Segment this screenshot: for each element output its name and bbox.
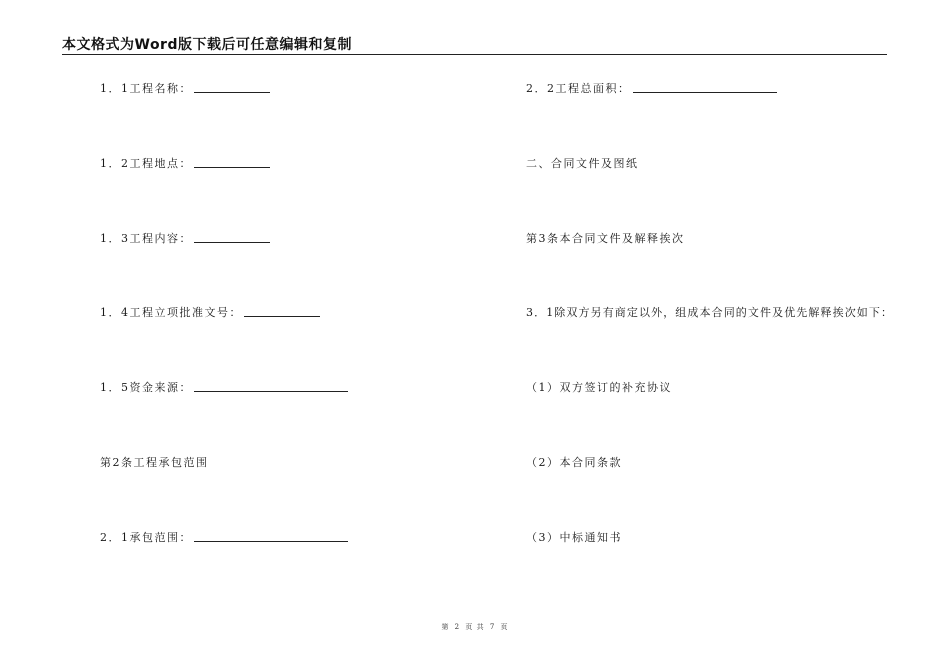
left-line-3 bbox=[100, 230, 270, 246]
list-item: （2）本合同条款 bbox=[526, 456, 622, 469]
right-line-6 bbox=[526, 454, 622, 470]
field-label: 2．2工程总面积： bbox=[526, 82, 631, 95]
fill-in-blank bbox=[244, 315, 320, 317]
field-label: 1．5资金来源： bbox=[100, 381, 192, 394]
right-line-7 bbox=[526, 529, 622, 545]
left-line-7 bbox=[100, 529, 348, 545]
section-heading: 二、合同文件及图纸 bbox=[526, 157, 639, 170]
right-line-5 bbox=[526, 379, 672, 395]
right-line-3 bbox=[526, 230, 685, 246]
left-line-4 bbox=[100, 304, 320, 320]
left-line-5 bbox=[100, 379, 348, 395]
list-item: （3）中标通知书 bbox=[526, 531, 622, 544]
left-line-2 bbox=[100, 155, 270, 171]
field-label: 1．2工程地点： bbox=[100, 157, 192, 170]
fill-in-blank bbox=[194, 540, 348, 542]
footer-prefix: 第 bbox=[441, 623, 450, 631]
right-line-4 bbox=[526, 304, 893, 320]
section-heading: 第2条工程承包范围 bbox=[100, 456, 209, 469]
field-label: 2．1承包范围： bbox=[100, 531, 192, 544]
right-line-2 bbox=[526, 155, 639, 171]
field-label: 1．4工程立项批准文号： bbox=[100, 306, 242, 319]
fill-in-blank bbox=[194, 91, 270, 93]
footer-suffix: 页 bbox=[500, 623, 509, 631]
fill-in-blank bbox=[194, 241, 270, 243]
section-heading: 第3条本合同文件及解释挨次 bbox=[526, 232, 685, 245]
fill-in-blank bbox=[194, 166, 270, 168]
page-header bbox=[62, 34, 887, 55]
footer-total-pages: 7 bbox=[489, 623, 496, 631]
paragraph-text: 3．1除双方另有商定以外，组成本合同的文件及优先解释挨次如下： bbox=[526, 306, 894, 319]
fill-in-blank bbox=[633, 91, 777, 93]
footer-mid: 页 共 bbox=[465, 623, 485, 631]
right-line-1 bbox=[526, 80, 777, 96]
footer-page-number: 2 bbox=[454, 623, 461, 631]
page-footer bbox=[0, 622, 950, 632]
header-title: 本文格式为Word版下载后可任意编辑和复制 bbox=[62, 37, 352, 53]
left-line-6 bbox=[100, 454, 209, 470]
list-item: （1）双方签订的补充协议 bbox=[526, 381, 672, 394]
fill-in-blank bbox=[194, 390, 348, 392]
field-label: 1．1工程名称： bbox=[100, 82, 192, 95]
left-line-1 bbox=[100, 80, 270, 96]
field-label: 1．3工程内容： bbox=[100, 232, 192, 245]
